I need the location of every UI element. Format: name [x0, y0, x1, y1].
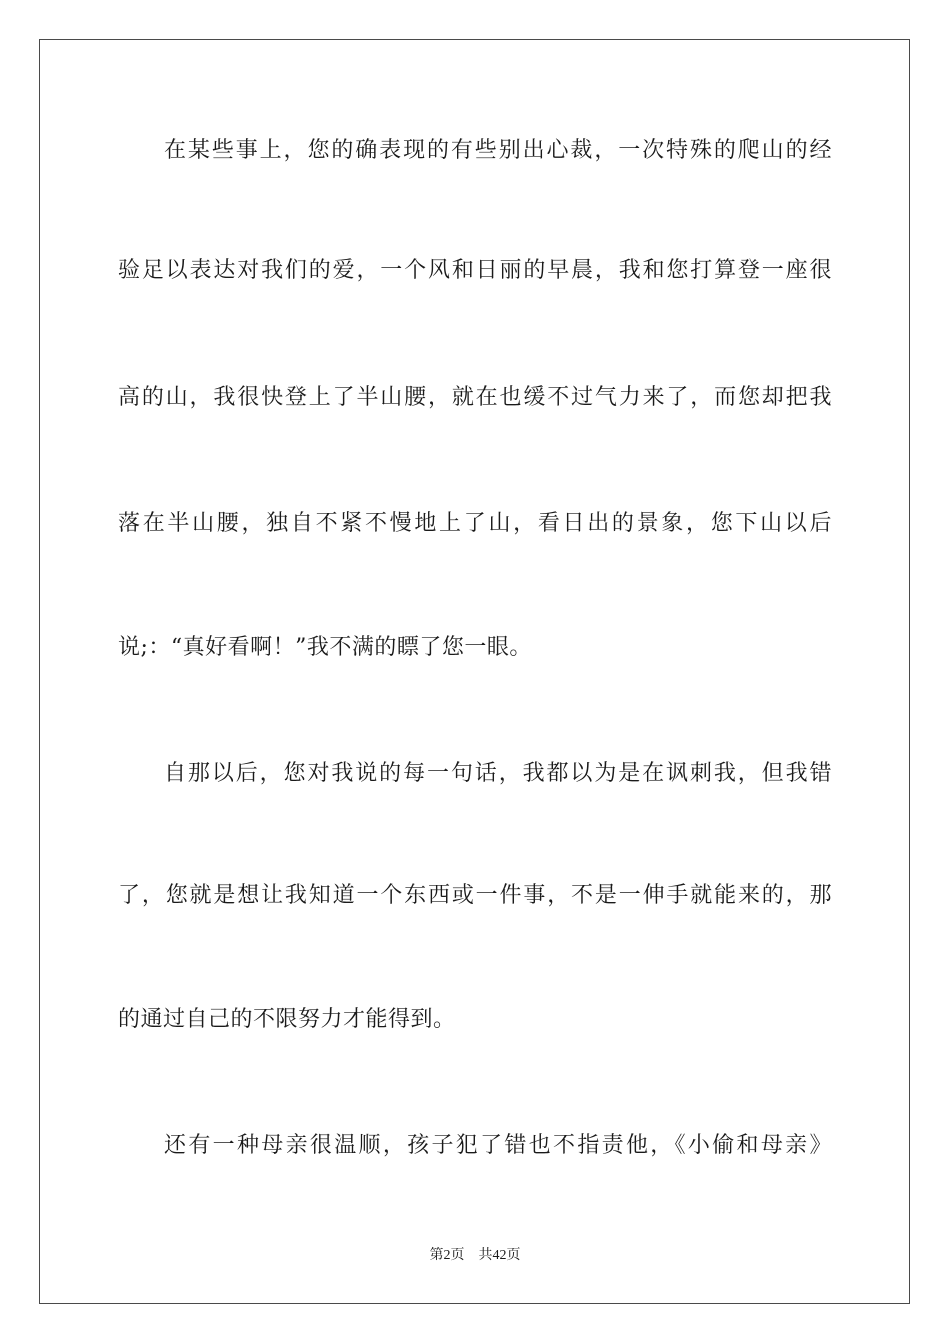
- paragraph-1-line-1: 在某些事上，您的确表现的有些别出心裁，一次特殊的爬山的经: [164, 138, 832, 163]
- paragraph-1-line-2: 验足以表达对我们的爱，一个风和日丽的早晨，我和您打算登一座很: [118, 258, 832, 283]
- paragraph-2-line-2: 了，您就是想让我知道一个东西或一件事，不是一伸手就能来的，那: [118, 883, 832, 908]
- page-footer: [0, 1246, 950, 1266]
- page-number: 第2页: [429, 1248, 465, 1263]
- page-total: 共42页: [478, 1248, 521, 1263]
- paragraph-2-line-1: 自那以后，您对我说的每一句话，我都以为是在讽刺我，但我错: [164, 761, 832, 786]
- paragraph-1-line-5: 说;：“真好看啊！”我不满的瞟了您一眼。: [118, 635, 532, 660]
- paragraph-2-line-3: 的通过自己的不限努力才能得到。: [118, 1007, 456, 1032]
- page-border: [39, 39, 910, 1304]
- paragraph-1-line-4: 落在半山腰，独自不紧不慢地上了山，看日出的景象，您下山以后: [118, 511, 832, 536]
- paragraph-3-line-1: 还有一种母亲很温顺，孩子犯了错也不指责他，《小偷和母亲》: [164, 1133, 832, 1158]
- paragraph-1-line-3: 高的山，我很快登上了半山腰，就在也缓不过气力来了，而您却把我: [118, 385, 832, 410]
